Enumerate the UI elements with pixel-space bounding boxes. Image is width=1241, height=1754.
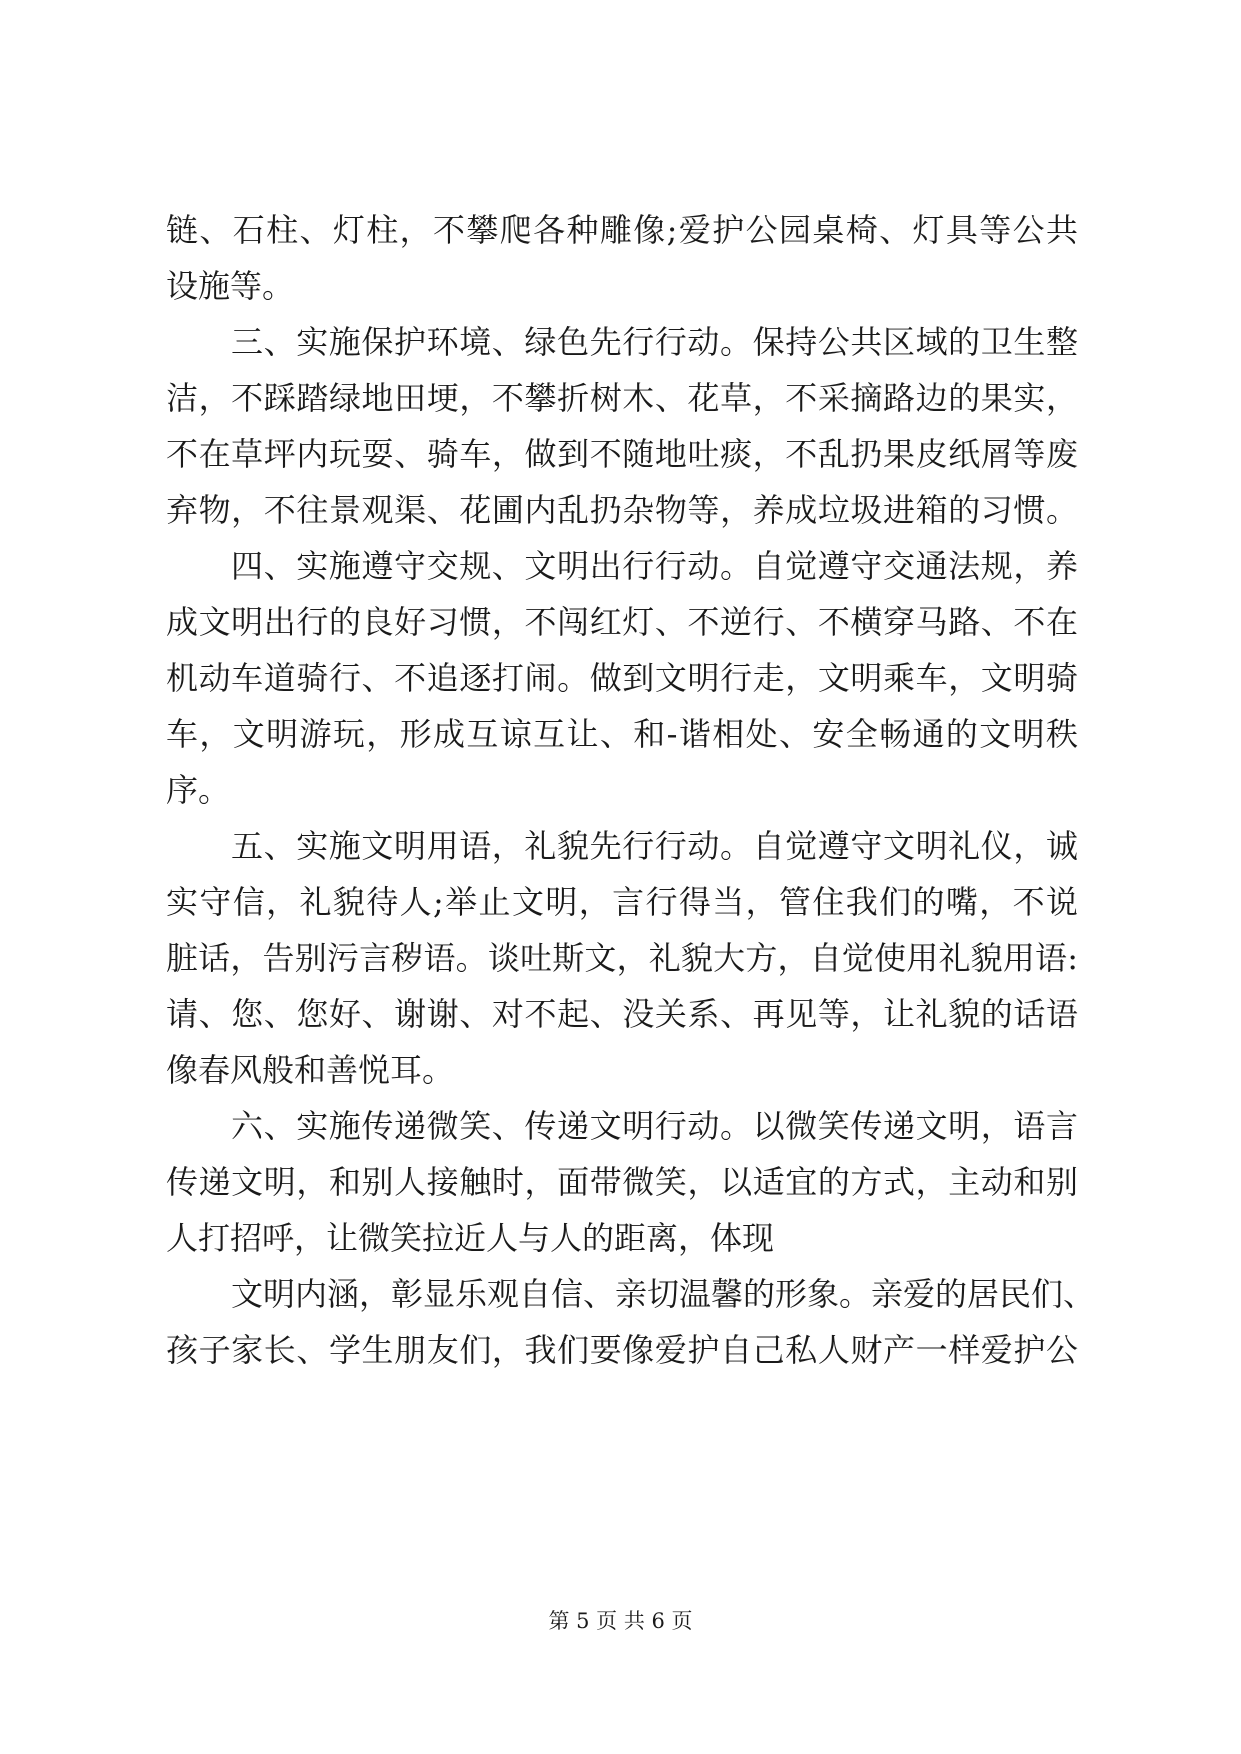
paragraph-2-line-2: 洁，不踩踏绿地田埂，不攀折树木、花草，不采摘路边的果实， [166,379,1078,417]
paragraph-5-line-1: 六、实施传递微笑、传递文明行动。以微笑传递文明，语言 [231,1107,1078,1145]
paragraph-6-line-1: 文明内涵，彰显乐观自信、亲切温馨的形象。亲爱的居民们、 [231,1275,1096,1313]
paragraph-5-line-3: 人打招呼，让微笑拉近人与人的距离，体现 [166,1219,775,1257]
paragraph-1-line-2: 设施等。 [166,267,295,305]
page-number-footer: 第 5 页 共 6 页 [548,1609,693,1633]
paragraph-3-line-2: 成文明出行的良好习惯，不闯红灯、不逆行、不横穿马路、不在 [166,603,1078,641]
paragraph-2-line-4: 弃物，不往景观渠、花圃内乱扔杂物等，养成垃圾进箱的习惯。 [166,491,1078,529]
paragraph-4-line-4: 请、您、您好、谢谢、对不起、没关系、再见等，让礼貌的话语 [166,995,1078,1033]
paragraph-6-line-2: 孩子家长、学生朋友们，我们要像爱护自己私人财产一样爱护公 [166,1331,1078,1369]
paragraph-4-line-2: 实守信，礼貌待人;举止文明，言行得当，管住我们的嘴，不说 [166,883,1078,921]
paragraph-3-line-3: 机动车道骑行、不追逐打闹。做到文明行走，文明乘车，文明骑 [166,659,1078,697]
paragraph-3-line-5: 序。 [166,771,231,809]
paragraph-4-line-3: 脏话，告别污言秽语。谈吐斯文，礼貌大方，自觉使用礼貌用语: [166,939,1078,977]
paragraph-3-line-4: 车，文明游玩，形成互谅互让、和-谐相处、安全畅通的文明秩 [166,715,1078,753]
paragraph-4-line-5: 像春风般和善悦耳。 [166,1051,455,1089]
paragraph-1-line-1: 链、石柱、灯柱，不攀爬各种雕像;爱护公园桌椅、灯具等公共 [166,211,1078,249]
paragraph-5-line-2: 传递文明，和别人接触时，面带微笑，以适宜的方式，主动和别 [166,1163,1078,1201]
paragraph-2-line-1: 三、实施保护环境、绿色先行行动。保持公共区域的卫生整 [231,323,1078,361]
paragraph-2-line-3: 不在草坪内玩耍、骑车，做到不随地吐痰，不乱扔果皮纸屑等废 [166,435,1078,473]
paragraph-4-line-1: 五、实施文明用语，礼貌先行行动。自觉遵守文明礼仪，诚 [231,827,1078,865]
paragraph-3-line-1: 四、实施遵守交规、文明出行行动。自觉遵守交通法规，养 [231,547,1078,585]
